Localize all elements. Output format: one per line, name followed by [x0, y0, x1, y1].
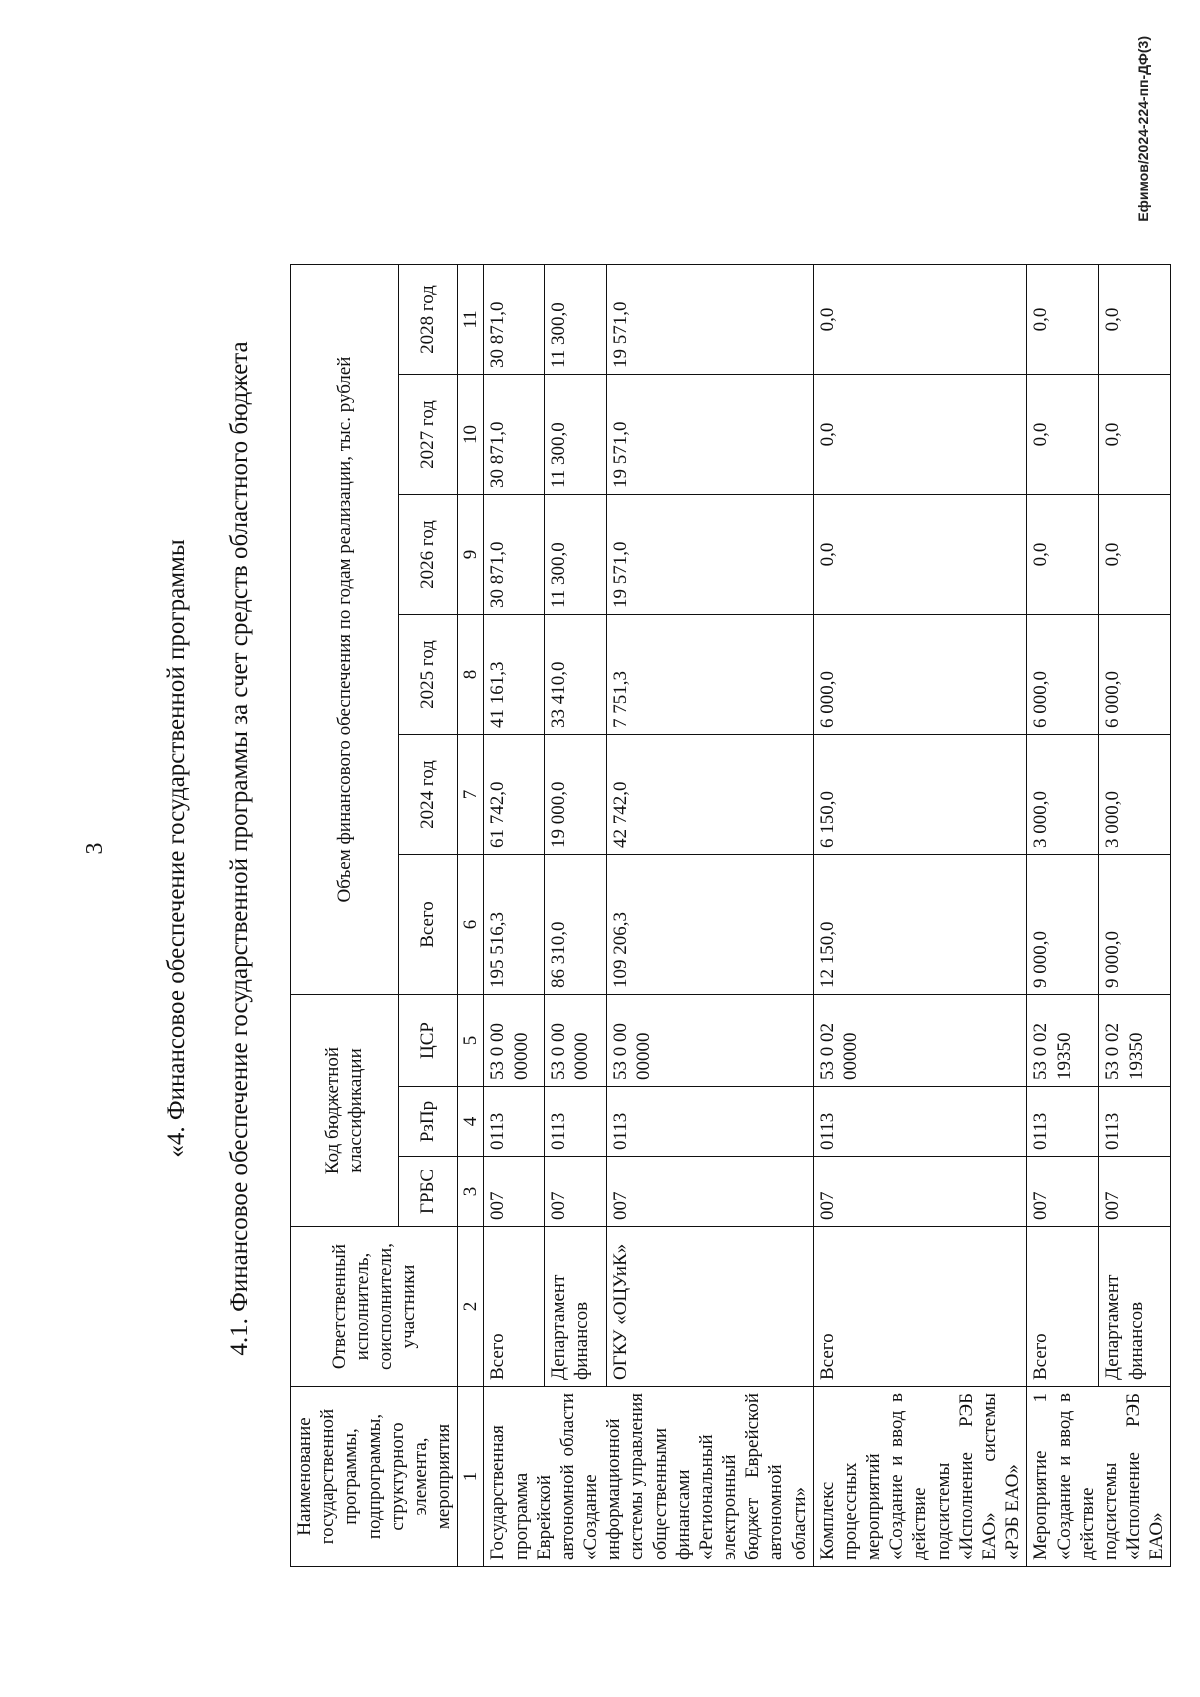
header-grbs: ГРБС — [398, 1157, 457, 1227]
header-2025: 2025 год — [398, 615, 457, 735]
y2024-cell: 3 000,0 — [1027, 735, 1099, 855]
y2024-cell: 6 150,0 — [813, 735, 1027, 855]
total-cell: 12 150,0 — [813, 855, 1027, 995]
column-number: 10 — [458, 375, 484, 495]
y2025-cell: 6 000,0 — [1027, 615, 1099, 735]
y2025-cell: 41 161,3 — [484, 615, 545, 735]
rzpr-cell: 0113 — [813, 1087, 1027, 1157]
responsible-cell: Департамент финансов — [1099, 1227, 1171, 1387]
y2027-cell: 19 571,0 — [606, 375, 813, 495]
header-responsible: Ответственный исполнитель, соисполнители, участники — [291, 1227, 458, 1387]
grbs-cell: 007 — [606, 1157, 813, 1227]
header-2024: 2024 год — [398, 735, 457, 855]
column-number: 3 — [458, 1157, 484, 1227]
y2025-cell: 7 751,3 — [606, 615, 813, 735]
y2027-cell: 30 871,0 — [484, 375, 545, 495]
header-2028: 2028 год — [398, 265, 457, 375]
responsible-cell: Всего — [1027, 1227, 1099, 1387]
table-row — [1027, 265, 1099, 1567]
grbs-cell: 007 — [813, 1157, 1027, 1227]
header-volume: Объем финансового обеспечения по годам реализации, тыс. рублей — [291, 265, 399, 995]
grbs-cell: 007 — [545, 1157, 607, 1227]
header-name: Наименование государственной программы, подпрограммы, структурного элемента, мероприятия — [291, 1387, 458, 1567]
total-cell: 9 000,0 — [1027, 855, 1099, 995]
y2027-cell: 0,0 — [1099, 375, 1171, 495]
table-row — [606, 265, 813, 1567]
column-number: 7 — [458, 735, 484, 855]
header-total: Всего — [398, 855, 457, 995]
csr-cell: 53 0 02 00000 — [813, 995, 1027, 1087]
column-number: 11 — [458, 265, 484, 375]
rzpr-cell: 0113 — [484, 1087, 545, 1157]
column-number: 5 — [458, 995, 484, 1087]
header-2027: 2027 год — [398, 375, 457, 495]
header-csr: ЦСР — [398, 995, 457, 1087]
y2024-cell: 61 742,0 — [484, 735, 545, 855]
column-number: 4 — [458, 1087, 484, 1157]
grbs-cell: 007 — [1027, 1157, 1099, 1227]
csr-cell: 53 0 02 19350 — [1027, 995, 1099, 1087]
subsection-heading: 4.1. Финансовое обеспечение государственной программы за счет средств областного бюджета — [226, 341, 253, 1356]
csr-cell: 53 0 00 00000 — [484, 995, 545, 1087]
header-budget-code: Код бюджетной классификации — [291, 995, 399, 1227]
y2025-cell: 33 410,0 — [545, 615, 607, 735]
total-cell: 86 310,0 — [545, 855, 607, 995]
complex-name: Комплекс процессных мероприятий «Создание и ввод в действие подсистемы «Исполнение РЭБ ЕАО» системы «РЭБ ЕАО» — [813, 1387, 1027, 1567]
y2025-cell: 6 000,0 — [1099, 615, 1171, 735]
column-number: 1 — [458, 1387, 484, 1567]
rzpr-cell: 0113 — [606, 1087, 813, 1157]
y2027-cell: 0,0 — [1027, 375, 1099, 495]
y2028-cell: 0,0 — [1027, 265, 1099, 375]
program-name: Государственная программа Еврейской автономной области «Создание информационной системы управления общественными финансами «Региональный электронный бюджет Еврейской автономной области» — [484, 1387, 813, 1567]
header-row-1 — [291, 265, 399, 1567]
total-cell: 109 206,3 — [606, 855, 813, 995]
y2027-cell: 0,0 — [813, 375, 1027, 495]
y2028-cell: 11 300,0 — [545, 265, 607, 375]
rzpr-cell: 0113 — [545, 1087, 607, 1157]
grbs-cell: 007 — [484, 1157, 545, 1227]
y2026-cell: 0,0 — [1099, 495, 1171, 615]
y2026-cell: 11 300,0 — [545, 495, 607, 615]
total-cell: 195 516,3 — [484, 855, 545, 995]
y2026-cell: 0,0 — [813, 495, 1027, 615]
rzpr-cell: 0113 — [1099, 1087, 1171, 1157]
table-row — [1099, 265, 1171, 1567]
grbs-cell: 007 — [1099, 1157, 1171, 1227]
column-number: 2 — [458, 1227, 484, 1387]
financing-table — [290, 264, 1171, 1567]
y2028-cell: 0,0 — [1099, 265, 1171, 375]
document-code: Ефимов/2024-224-пп-ДФ(3) — [1135, 36, 1151, 222]
y2024-cell: 19 000,0 — [545, 735, 607, 855]
csr-cell: 53 0 02 19350 — [1099, 995, 1171, 1087]
total-cell: 9 000,0 — [1099, 855, 1171, 995]
y2027-cell: 11 300,0 — [545, 375, 607, 495]
y2026-cell: 19 571,0 — [606, 495, 813, 615]
csr-cell: 53 0 00 00000 — [606, 995, 813, 1087]
y2028-cell: 30 871,0 — [484, 265, 545, 375]
column-number: 8 — [458, 615, 484, 735]
y2028-cell: 19 571,0 — [606, 265, 813, 375]
responsible-cell: Департамент финансов — [545, 1227, 607, 1387]
y2025-cell: 6 000,0 — [813, 615, 1027, 735]
y2024-cell: 3 000,0 — [1099, 735, 1171, 855]
responsible-cell: Всего — [484, 1227, 545, 1387]
responsible-cell: Всего — [813, 1227, 1027, 1387]
column-number: 9 — [458, 495, 484, 615]
header-rzpr: РзПр — [398, 1087, 457, 1157]
column-number: 6 — [458, 855, 484, 995]
y2024-cell: 42 742,0 — [606, 735, 813, 855]
column-number-row — [458, 265, 484, 1567]
y2026-cell: 0,0 — [1027, 495, 1099, 615]
y2028-cell: 0,0 — [813, 265, 1027, 375]
table-row — [813, 265, 1027, 1567]
table-row — [545, 265, 607, 1567]
responsible-cell: ОГКУ «ОЦУиК» — [606, 1227, 813, 1387]
section-heading: «4. Финансовое обеспечение государственной программы — [163, 539, 190, 1158]
header-2026: 2026 год — [398, 495, 457, 615]
measure-name: Мероприятие 1 «Создание и ввод в действие подсистемы «Исполнение РЭБ ЕАО» — [1027, 1387, 1171, 1567]
y2026-cell: 30 871,0 — [484, 495, 545, 615]
page-number: 3 — [82, 842, 108, 855]
csr-cell: 53 0 00 00000 — [545, 995, 607, 1087]
rzpr-cell: 0113 — [1027, 1087, 1099, 1157]
table-row — [484, 265, 545, 1567]
